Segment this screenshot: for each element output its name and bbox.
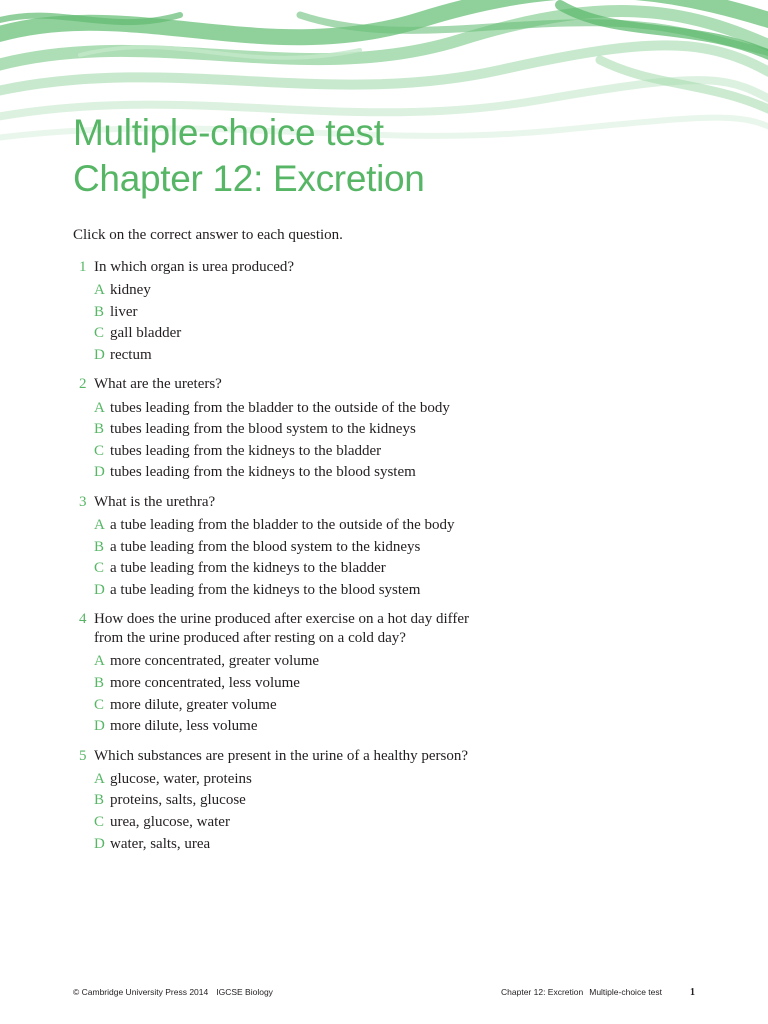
option-text[interactable]: kidney [110, 282, 151, 299]
answer-option-a[interactable] [94, 515, 713, 537]
footer-left [73, 987, 273, 997]
question-number: 5 [79, 747, 87, 764]
option-letter: A [94, 770, 105, 787]
page-footer [73, 987, 695, 999]
question-2 [73, 375, 713, 483]
answer-option-d[interactable] [94, 833, 713, 855]
instructions-text: Click on the correct answer to each question. [73, 227, 343, 243]
option-letter: A [94, 399, 105, 416]
course-name: IGCSE Biology [216, 987, 273, 997]
question-stem: In which organ is urea produced? [94, 259, 295, 275]
option-text[interactable]: more dilute, less volume [110, 718, 258, 735]
title-line-2: Chapter 12: Excretion [73, 158, 425, 199]
option-letter: D [94, 347, 105, 364]
answer-options [94, 769, 713, 855]
answer-option-d[interactable] [94, 462, 713, 484]
option-letter: B [94, 421, 105, 438]
option-text[interactable]: proteins, salts, glucose [110, 792, 246, 809]
option-letter: C [94, 442, 105, 459]
answer-option-d[interactable] [94, 345, 713, 367]
option-text[interactable]: a tube leading from the blood system to the kidneys [110, 538, 421, 555]
answer-option-a[interactable] [94, 280, 713, 302]
option-text[interactable]: more concentrated, greater volume [110, 653, 320, 670]
answer-options [94, 515, 713, 601]
option-text[interactable]: urea, glucose, water [110, 813, 230, 830]
page-title [73, 110, 425, 202]
option-letter: D [94, 835, 105, 852]
option-letter: C [94, 560, 105, 577]
answer-option-a[interactable] [94, 397, 713, 419]
option-letter: C [94, 813, 105, 830]
answer-option-b[interactable] [94, 419, 713, 441]
question-1 [73, 258, 713, 366]
option-letter: C [94, 325, 105, 342]
question-stem: What is the urethra? [94, 493, 216, 510]
copyright-text: © Cambridge University Press 2014 [73, 987, 209, 997]
option-text[interactable]: a tube leading from the kidneys to the blood system [110, 581, 421, 598]
question-number: 2 [79, 376, 87, 393]
test-name: Multiple-choice test [589, 987, 662, 997]
option-letter: A [94, 653, 105, 670]
answer-option-c[interactable] [94, 558, 713, 580]
option-text[interactable]: rectum [110, 347, 152, 364]
option-text[interactable]: liver [110, 303, 138, 320]
option-letter: A [94, 517, 105, 534]
question-stem: Which substances are present in the urine of a healthy person? [94, 747, 469, 764]
option-text[interactable]: a tube leading from the bladder to the outside of the body [110, 517, 455, 534]
answer-option-b[interactable] [94, 790, 713, 812]
answer-option-b[interactable] [94, 302, 713, 324]
question-number: 4 [79, 611, 87, 628]
answer-option-b[interactable] [94, 673, 713, 695]
option-text[interactable]: water, salts, urea [110, 835, 211, 852]
option-letter: A [94, 282, 105, 299]
question-number: 3 [79, 493, 87, 510]
option-text[interactable]: glucose, water, proteins [110, 770, 252, 787]
answer-option-c[interactable] [94, 323, 713, 345]
answer-options [94, 397, 713, 483]
question-stem: How does the urine produced after exercise on a hot day differ from the urine produced after resting on a cold day? [94, 611, 469, 647]
option-letter: C [94, 696, 105, 713]
option-letter: B [94, 792, 105, 809]
footer-right [501, 987, 695, 998]
answer-option-c[interactable] [94, 441, 713, 463]
question-list [73, 258, 713, 864]
question-3 [73, 493, 713, 601]
answer-option-d[interactable] [94, 580, 713, 602]
answer-option-c[interactable] [94, 812, 713, 834]
title-line-1: Multiple-choice test [73, 112, 384, 153]
chapter-name: Chapter 12: Excretion [501, 987, 584, 997]
option-text[interactable]: more concentrated, less volume [110, 675, 300, 692]
question-5 [73, 747, 713, 855]
option-text[interactable]: gall bladder [110, 325, 182, 342]
option-letter: B [94, 303, 105, 320]
option-letter: D [94, 718, 105, 735]
answer-option-c[interactable] [94, 694, 713, 716]
option-letter: B [94, 675, 105, 692]
answer-option-a[interactable] [94, 651, 713, 673]
answer-option-d[interactable] [94, 716, 713, 738]
option-letter: B [94, 538, 105, 555]
page-number: 1 [690, 987, 695, 998]
option-letter: D [94, 464, 105, 481]
answer-options [94, 280, 713, 366]
option-text[interactable]: tubes leading from the kidneys to the blood system [110, 464, 416, 481]
answer-option-a[interactable] [94, 769, 713, 791]
question-4 [73, 610, 713, 737]
option-text[interactable]: tubes leading from the bladder to the outside of the body [110, 399, 450, 416]
option-text[interactable]: more dilute, greater volume [110, 696, 277, 713]
answer-options [94, 651, 713, 737]
question-stem: What are the ureters? [94, 376, 222, 393]
option-text[interactable]: a tube leading from the kidneys to the bladder [110, 560, 386, 577]
option-letter: D [94, 581, 105, 598]
option-text[interactable]: tubes leading from the blood system to the kidneys [110, 421, 416, 438]
answer-option-b[interactable] [94, 536, 713, 558]
option-text[interactable]: tubes leading from the kidneys to the bladder [110, 442, 382, 459]
question-number: 1 [79, 259, 87, 275]
